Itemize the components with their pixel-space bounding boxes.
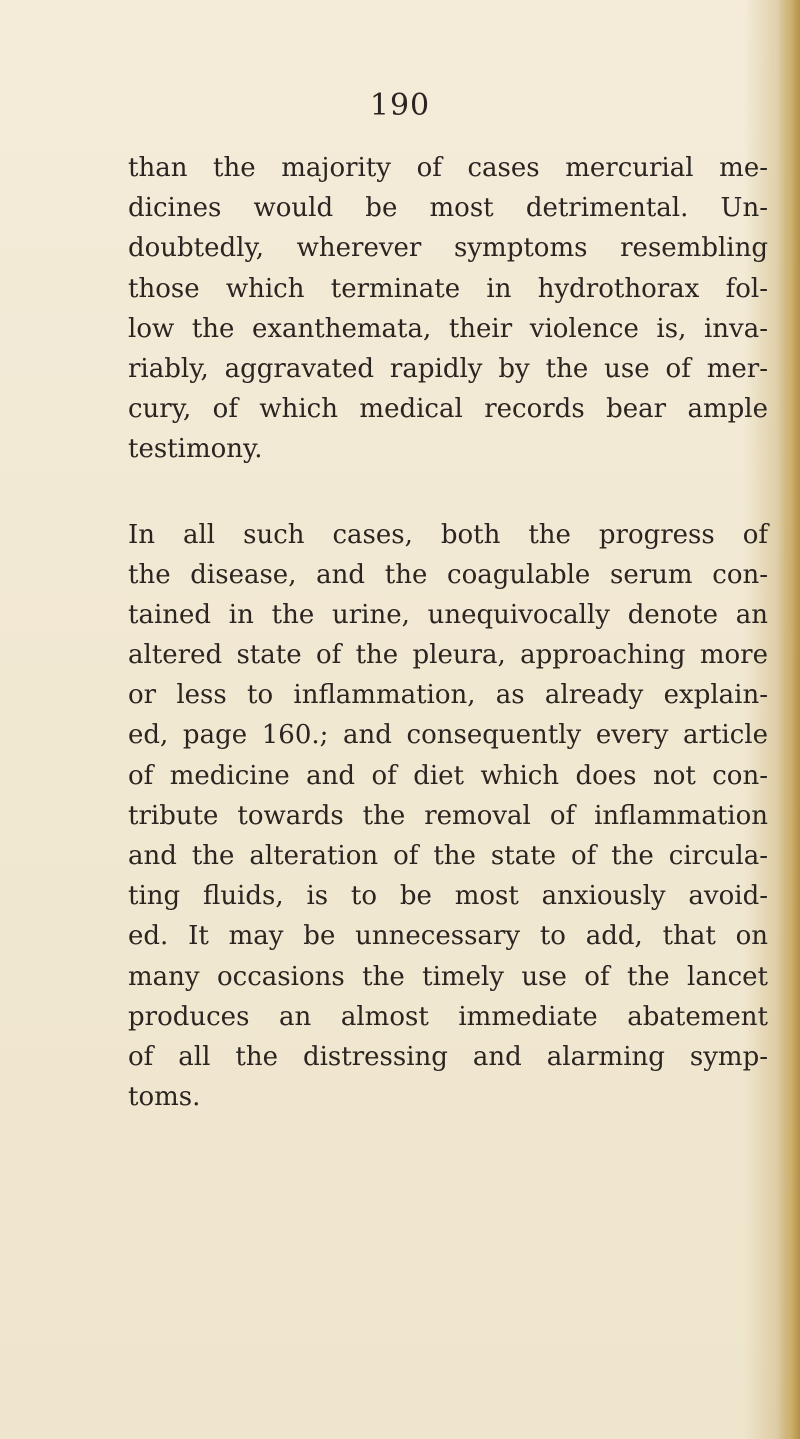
text-line: many occasions the timely use of the lancet	[128, 961, 768, 992]
text-line: tribute towards the removal of inflammation	[128, 800, 768, 831]
paragraph-1	[128, 148, 768, 470]
text-line: doubtedly, wherever symptoms resembling	[128, 233, 768, 264]
body-text	[128, 148, 768, 1117]
text-line: riably, aggravated rapidly by the use of mer-	[128, 353, 768, 384]
text-line: tained in the urine, unequivocally denote an	[128, 599, 768, 630]
text-line: cury, of which medical records bear ample	[128, 394, 768, 425]
text-line: toms.	[128, 1082, 201, 1113]
page-number: 190	[369, 88, 431, 123]
text-line: dicines would be most detrimental. Un-	[128, 193, 768, 224]
text-line: of medicine and of diet which does not con-	[128, 760, 768, 791]
text-line: ting fluids, is to be most anxiously avoid-	[128, 881, 768, 912]
paragraph-spacer	[128, 470, 768, 515]
text-line: or less to inflammation, as already explain-	[128, 680, 768, 711]
text-line: In all such cases, both the progress of	[128, 519, 768, 550]
text-line: altered state of the pleura, approaching more	[128, 640, 768, 671]
text-line: testimony.	[128, 434, 263, 465]
text-line: produces an almost immediate abatement	[128, 1001, 768, 1032]
text-line: of all the distressing and alarming symp-	[128, 1041, 768, 1072]
page-edge-shadow	[778, 0, 800, 1439]
text-line: low the exanthemata, their violence is, inva-	[128, 313, 768, 344]
text-line: ed. It may be unnecessary to add, that on	[128, 921, 768, 952]
paragraph-2	[128, 515, 768, 1118]
text-line: ed, page 160.; and consequently every article	[128, 720, 768, 751]
text-line: the disease, and the coagulable serum con-	[128, 559, 768, 590]
text-line: than the majority of cases mercurial me-	[128, 153, 768, 183]
text-line: those which terminate in hydrothorax fol-	[128, 273, 768, 304]
text-line: and the alteration of the state of the circula-	[128, 841, 768, 871]
